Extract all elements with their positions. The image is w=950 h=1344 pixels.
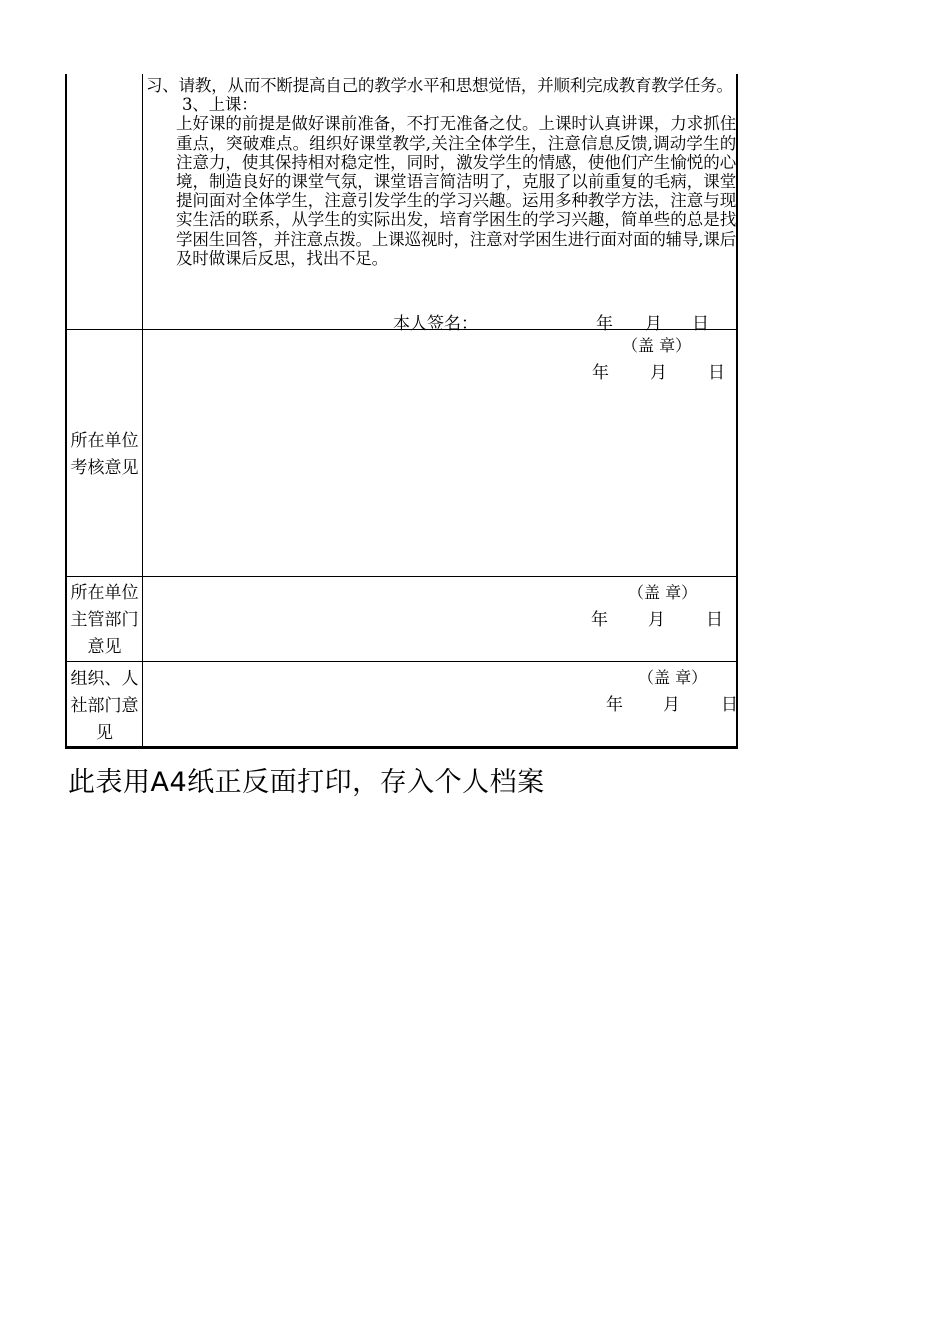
label-line: 组织、人 <box>70 669 139 689</box>
supervisor-dept-label <box>67 580 142 661</box>
label-line: 意见 <box>87 637 122 657</box>
date-day: 日 <box>692 314 709 334</box>
date-year: 年 <box>591 610 608 630</box>
date-day: 日 <box>721 695 738 715</box>
seal-mark: （盖 章） <box>628 583 698 602</box>
label-line: 所在单位 <box>70 431 139 451</box>
label-line: 考核意见 <box>70 458 139 478</box>
self-summary-text <box>146 76 736 268</box>
date-month: 月 <box>650 363 667 383</box>
label-line: 见 <box>96 723 113 743</box>
summary-paragraph: 上好课的前提是做好课前准备，不打无准备之仗。上课时认真讲课，力求抓住重点，突破难点。组织好课堂教学,关注全体学生，注意信息反馈,调动学生的注意力，使其保持相对稳定性，同时，激发学生的情感，使他们产生愉悦的心境，制造良好的课堂气氛，课堂语言简洁明了，克服了以前重复的毛病，课堂提问面对全体学生，注意引发学生的学习兴趣。运用多种教学方法，注意与现实生活的联系，从学生的实际出发，培育学困生的学习兴趣，简单些的总是找学困生回答，并注意点拨。上课巡视时，注意对学困生进行面对面的辅导,课后及时做课后反思，找出不足。 <box>176 114 736 268</box>
date-month: 月 <box>648 610 665 630</box>
seal-mark: （盖 章） <box>622 336 692 355</box>
row-divider <box>65 661 738 662</box>
date-month: 月 <box>663 695 680 715</box>
seal-mark: （盖 章） <box>638 668 708 687</box>
label-line: 所在单位 <box>70 583 139 603</box>
date-month: 月 <box>645 314 662 334</box>
date-day: 日 <box>708 363 725 383</box>
label-line: 社部门意 <box>70 696 139 716</box>
date-year: 年 <box>606 695 623 715</box>
summary-line: 习、请教，从而不断提高自己的教学水平和思想觉悟，并顺利完成教育教学任务。 <box>146 76 733 95</box>
label-line: 主管部门 <box>70 610 139 630</box>
date-year: 年 <box>596 314 613 334</box>
print-instruction-note: 此表用A4纸正反面打印，存入个人档案 <box>68 767 545 798</box>
section-heading: 3、上课： <box>182 95 258 115</box>
row-divider <box>65 576 738 577</box>
signature-label: 本人签名： <box>393 314 478 334</box>
date-day: 日 <box>706 610 723 630</box>
hr-dept-label <box>67 666 142 747</box>
unit-assessment-label <box>67 428 142 482</box>
column-divider <box>142 74 143 749</box>
date-year: 年 <box>592 363 609 383</box>
